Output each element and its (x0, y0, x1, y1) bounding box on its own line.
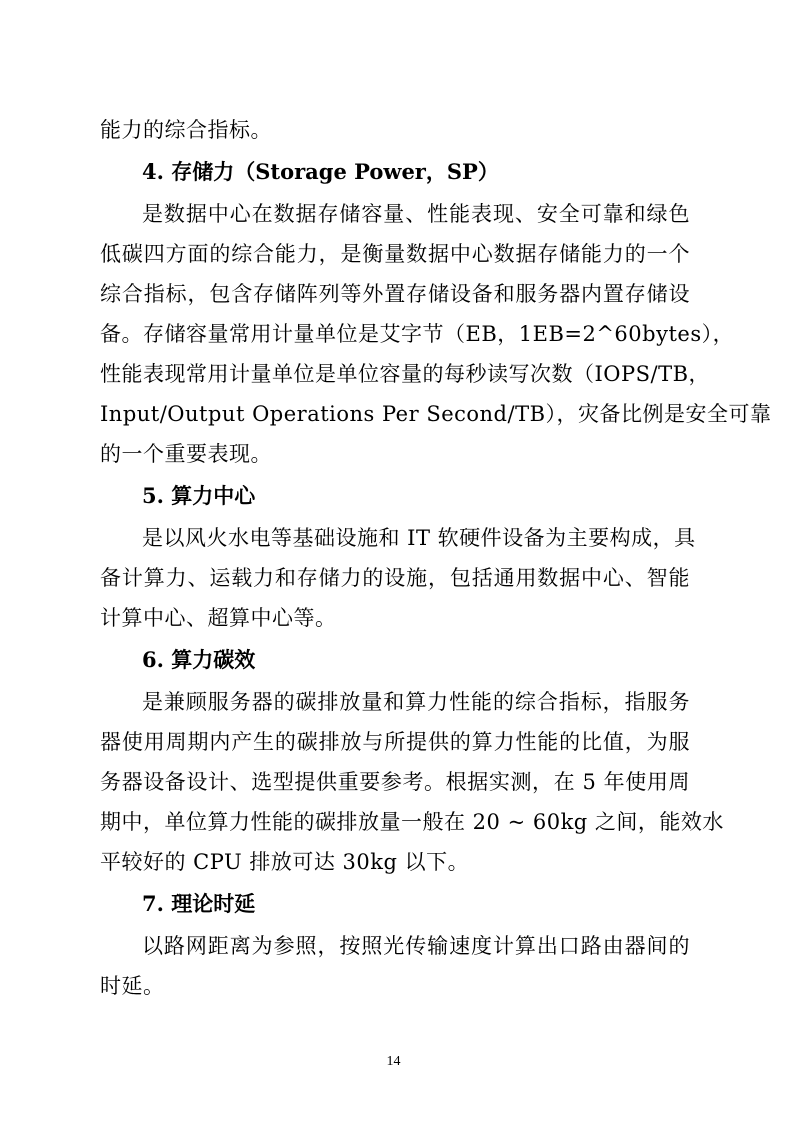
paragraph-line: 的一个重要表现。 (100, 442, 272, 466)
section-heading-computing-center: 5. 算力中心 (142, 483, 256, 508)
paragraph-line: 平较好的 CPU 排放可达 30kg 以下。 (100, 850, 470, 874)
paragraph-line: 计算中心、超算中心等。 (100, 606, 337, 630)
paragraph-line: Input/Output Operations Per Second/TB），灾备比例是安全可靠 (100, 402, 772, 426)
paragraph-line: 低碳四方面的综合能力，是衡量数据中心数据存储能力的一个 (100, 242, 690, 266)
paragraph-line: 备。存储容量常用计量单位是艾字节（EB，1EB=2^60bytes）， (100, 322, 735, 346)
paragraph-line: 综合指标，包含存储阵列等外置存储设备和服务器内置存储设 (100, 282, 690, 306)
paragraph-line: 务器设备设计、选型提供重要参考。根据实测，在 5 年使用周 (100, 770, 690, 794)
section-heading-carbon-efficiency: 6. 算力碳效 (142, 647, 256, 672)
paragraph-line: 时延。 (100, 974, 165, 998)
paragraph-line: 期中，单位算力性能的碳排放量一般在 20 ~ 60kg 之间，能效水 (100, 810, 724, 834)
paragraph-line: 性能表现常用计量单位是单位容量的每秒读写次数（IOPS/TB， (100, 362, 711, 386)
paragraph-line: 备计算力、运载力和存储力的设施，包括通用数据中心、智能 (100, 566, 690, 590)
intro-line: 能力的综合指标。 (100, 118, 272, 142)
page-number: 14 (386, 1054, 401, 1069)
paragraph-line: 是以风火水电等基础设施和 IT 软硬件设备为主要构成，具 (142, 526, 696, 550)
paragraph-line: 是数据中心在数据存储容量、性能表现、安全可靠和绿色 (142, 202, 690, 226)
paragraph-line: 器使用周期内产生的碳排放与所提供的算力性能的比值，为服 (100, 730, 690, 754)
section-heading-theoretical-latency: 7. 理论时延 (142, 891, 256, 916)
section-heading-storage-power: 4. 存储力（Storage Power，SP） (142, 159, 499, 184)
paragraph-line: 以路网距离为参照，按照光传输速度计算出口路由器间的 (142, 934, 690, 958)
paragraph-line: 是兼顾服务器的碳排放量和算力性能的综合指标，指服务 (142, 690, 690, 714)
